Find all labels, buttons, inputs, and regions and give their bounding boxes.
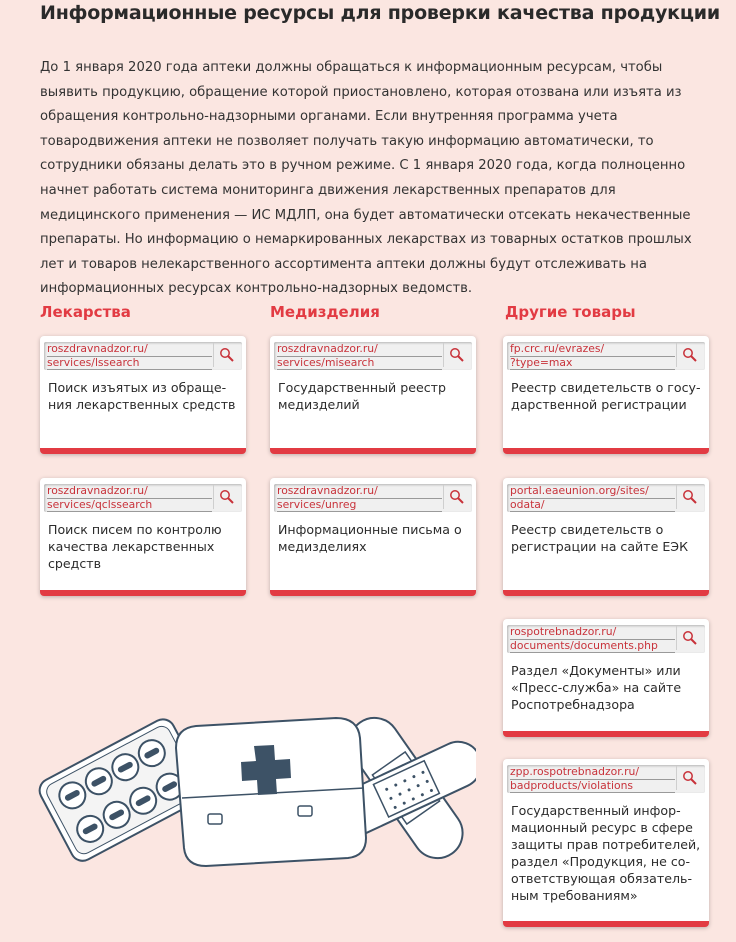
column-heading-other: Другие товары [505,303,636,321]
resource-url[interactable]: rospotrebnadzor.ru/ documents/documents.php [510,626,675,653]
search-icon[interactable] [443,485,470,509]
first-aid-kit-icon [176,718,366,866]
resource-description: Раздел «Документы» или «Пресс-служба» на сайте Роспотребнадзора [511,663,682,712]
resource-description: Поиск писем по контролю качества лекарственных средств [48,522,222,571]
resource-card[interactable] [503,478,709,596]
resource-url[interactable]: roszdravnadzor.ru/ services/misearch [277,343,442,370]
search-icon[interactable] [676,485,703,509]
resource-card[interactable] [503,759,709,927]
search-icon[interactable] [676,766,703,790]
resource-description: Реестр свидетельств о государственной регистрации [511,380,701,412]
first-aid-illustration-icon [36,688,476,878]
search-icon[interactable] [213,485,240,509]
url-bar[interactable] [44,342,242,370]
resource-card[interactable] [40,336,246,454]
resource-card[interactable] [270,336,476,454]
resource-url[interactable]: portal.eaeunion.org/sites/ odata/ [510,485,675,512]
resource-description: Реестр свидетельств о регистрации на сайте ЕЭК [511,522,689,554]
resource-description: Государственный информационный ресурс в сфере защиты прав потребителей, раздел «Продукция, не соответствующая обязательным требованиям» [511,803,701,903]
search-icon[interactable] [676,626,703,650]
resource-card[interactable] [270,478,476,596]
page-title: Информационные ресурсы для проверки качества продукции [40,2,720,24]
url-bar[interactable] [507,765,705,793]
resource-description: Государственный реестр медизделий [278,380,446,412]
resource-description: Поиск изъятых из обращения лекарственных средств [48,380,236,412]
url-bar[interactable] [507,625,705,653]
url-bar[interactable] [274,484,472,512]
column-heading-devices: Медизделия [270,303,380,321]
resource-url[interactable]: roszdravnadzor.ru/ services/qclssearch [47,485,212,512]
search-icon[interactable] [676,343,703,367]
search-icon[interactable] [443,343,470,367]
intro-paragraph: До 1 января 2020 года аптеки должны обращаться к информационным ресурсам, чтобы выявить продукцию, обращение которой приостановлено, которая отозвана или изъята из обращения контрольно-надзорными органами. Если внутренняя программа учета товародвижения аптеки не позволяет получать такую информацию автоматически, то сотрудники обязаны делать это в ручном режиме. С 1 января 2020 года, когда полноценно начнет работать система мониторинга движения лекарственных препаратов для медицинского применения — ИС МДЛП, она будет автоматически отсекать некачественные препараты. Но информацию о немаркированных лекарствах из товарных остатков прошлых лет и товаров нелекарственного ассортимента аптеки должны будут отслеживать на информационных ресурсах контрольно-надзорных ведомств. [40,60,692,297]
resource-url[interactable]: roszdravnadzor.ru/ services/lssearch [47,343,212,370]
url-bar[interactable] [44,484,242,512]
resource-card[interactable] [503,619,709,737]
resource-url[interactable]: zpp.rospotrebnadzor.ru/ badproducts/violations [510,766,675,793]
resource-description: Информационные письма о медизделиях [278,522,462,554]
search-icon[interactable] [213,343,240,367]
resource-url[interactable]: fp.crc.ru/evrazes/ ?type=max [510,343,675,370]
url-bar[interactable] [507,484,705,512]
resource-card[interactable] [503,336,709,454]
url-bar[interactable] [507,342,705,370]
url-bar[interactable] [274,342,472,370]
resource-url[interactable]: roszdravnadzor.ru/ services/unreg [277,485,442,512]
column-heading-drugs: Лекарства [40,303,131,321]
resource-card[interactable] [40,478,246,596]
